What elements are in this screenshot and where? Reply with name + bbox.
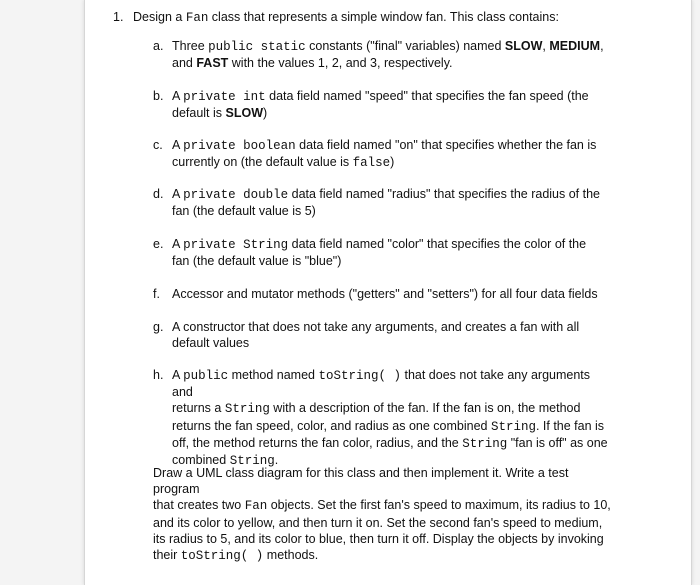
code-term: false [352, 156, 391, 171]
item-label: c. [153, 138, 163, 152]
item-text [172, 88, 613, 121]
code-term: toString( ) [318, 369, 401, 383]
text-run: returns the fan speed, color, and radius as one combined [172, 418, 491, 433]
bold-term: FAST [196, 56, 229, 71]
item-text [172, 186, 613, 219]
text-run: that does not take any arguments and [172, 368, 591, 400]
code-term: private boolean [183, 139, 296, 153]
item-b [153, 88, 613, 121]
text-run: data field named "color" that specifies the color of the [288, 237, 587, 251]
code-term: private String [183, 238, 289, 252]
text-run: method named [228, 368, 319, 382]
text-run: with a description of the fan. If the fan is on, the method [269, 401, 581, 416]
text-run: returns a [172, 401, 225, 416]
text-run: with the values 1, 2, and 3, respectively. [228, 56, 453, 71]
item-text [172, 236, 613, 269]
item-c [153, 137, 613, 171]
item-d [153, 186, 613, 219]
text-run: , [600, 39, 604, 53]
bold-term: SLOW [504, 39, 543, 53]
text-run: their [153, 548, 181, 563]
code-term: Fan [185, 11, 209, 25]
text-run: Three [172, 39, 209, 53]
bold-term: MEDIUM [549, 39, 601, 53]
item-e [153, 236, 613, 269]
question-text: class that represents a simple window fan. This class contains: [208, 10, 559, 24]
item-h [153, 367, 613, 469]
code-term: String [229, 454, 275, 469]
item-text [172, 319, 613, 351]
item-label: f. [153, 287, 160, 301]
text-run: A [172, 138, 184, 152]
text-run: fan (the default value is 5) [172, 204, 316, 219]
text-run: currently on (the default value is [172, 155, 353, 170]
item-text [172, 137, 613, 171]
item-a [153, 38, 613, 71]
code-term: Fan [244, 499, 268, 514]
text-run: ) [263, 106, 268, 121]
code-term: private double [183, 188, 289, 202]
code-term: String [462, 436, 508, 451]
text-run: , [542, 39, 550, 53]
text-run: its radius to 5, and its color to blue, then turn it off. Display the objects by invoking [153, 531, 604, 546]
question-heading [113, 9, 559, 26]
item-label: d. [153, 187, 164, 201]
text-run: objects. Set the first fan's speed to maximum, its radius to 10, [267, 498, 611, 513]
question-text: Design a [133, 10, 186, 24]
code-term: private int [183, 90, 266, 104]
code-term: String [224, 402, 270, 417]
text-run: data field named "on" that specifies whether the fan is [295, 138, 597, 152]
text-run: A constructor that does not take any arguments, and creates a fan with all [172, 320, 580, 334]
text-run: and [172, 56, 197, 71]
text-run: methods. [263, 548, 319, 563]
item-label: h. [153, 368, 164, 382]
text-run: A [172, 237, 184, 251]
item-label: b. [153, 89, 164, 103]
item-text [172, 38, 613, 71]
question-number: 1. [113, 10, 124, 24]
text-run: Accessor and mutator methods ("getters" and "setters") for all four data fields [172, 287, 598, 301]
code-term: public [183, 369, 229, 383]
text-run: A [172, 368, 184, 382]
item-text [172, 367, 613, 469]
item-g [153, 319, 613, 351]
text-run: Draw a UML class diagram for this class and then implement it. Write a test program [153, 466, 569, 497]
text-run: "fan is off" as one [507, 435, 608, 450]
closing-paragraph [153, 465, 613, 564]
text-run: data field named "speed" that specifies the fan speed (the [265, 89, 589, 103]
text-run: fan (the default value is "blue") [172, 254, 342, 269]
text-run: . If the fan is [535, 418, 605, 433]
text-run: that creates two [153, 498, 245, 513]
bold-term: SLOW [225, 106, 264, 121]
text-run: . [274, 453, 279, 468]
item-f [153, 286, 613, 302]
text-run: constants ("final" variables) named [305, 39, 505, 53]
text-run: default is [172, 106, 226, 121]
text-run: and its color to yellow, and then turn it on. Set the second fan's speed to medium, [153, 515, 603, 530]
code-term: String [490, 419, 536, 434]
text-run: A [172, 89, 184, 103]
item-label: e. [153, 237, 164, 251]
text-run: combined [172, 453, 230, 468]
text-run: default values [172, 336, 250, 351]
text-run: ) [390, 155, 395, 170]
text-run: A [172, 187, 184, 201]
text-run: data field named "radius" that specifies the radius of the [288, 187, 600, 201]
code-term: public static [208, 40, 306, 54]
code-term: toString( ) [180, 549, 264, 564]
item-text [172, 286, 613, 302]
text-run: off, the method returns the fan color, radius, and the [172, 435, 463, 450]
item-label: g. [153, 320, 164, 334]
item-label: a. [153, 39, 164, 53]
